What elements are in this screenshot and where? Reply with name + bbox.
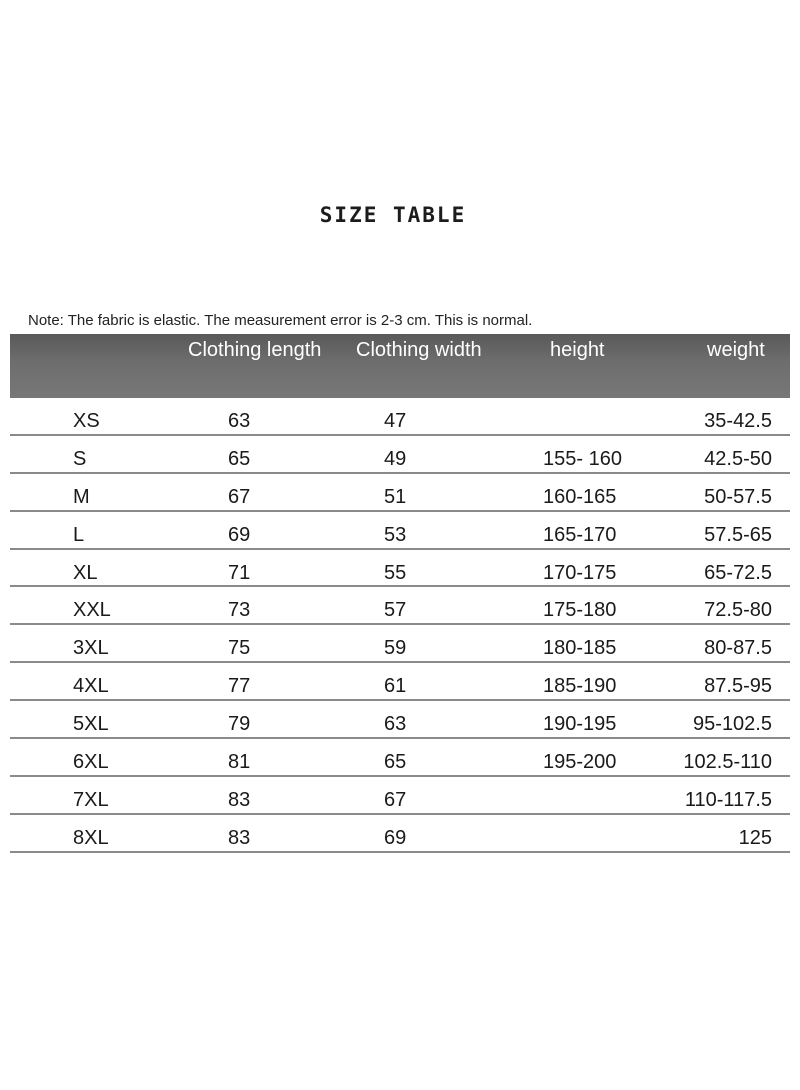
table-row — [10, 663, 790, 701]
weight-cell: 102.5-110 — [683, 751, 772, 774]
width-cell: 55 — [384, 561, 407, 584]
height-cell: 175-180 — [543, 599, 617, 622]
size-cell: 6XL — [73, 751, 109, 774]
weight-cell: 42.5-50 — [704, 447, 772, 470]
header-weight: weight — [707, 339, 765, 361]
weight-cell: 80-87.5 — [704, 637, 772, 660]
length-cell: 63 — [228, 410, 251, 432]
length-cell: 83 — [228, 826, 251, 849]
length-cell: 67 — [228, 485, 251, 508]
header-clothing-width: Clothing width — [356, 339, 482, 361]
size-cell: M — [73, 485, 90, 508]
size-cell: 5XL — [73, 713, 109, 736]
weight-cell: 72.5-80 — [704, 599, 772, 622]
weight-cell: 125 — [738, 826, 772, 849]
height-cell: 155- 160 — [543, 447, 622, 470]
width-cell: 57 — [384, 599, 407, 622]
width-cell: 69 — [384, 826, 407, 849]
length-cell: 81 — [228, 751, 251, 774]
table-row — [10, 474, 790, 512]
table-row — [10, 625, 790, 663]
table-row — [10, 398, 790, 436]
width-cell: 59 — [384, 637, 407, 660]
table-row — [10, 701, 790, 739]
weight-cell: 65-72.5 — [704, 561, 772, 584]
size-cell: 8XL — [73, 826, 109, 849]
size-cell: XL — [73, 561, 98, 584]
length-cell: 73 — [228, 599, 251, 622]
page-title: SIZE TABLE — [319, 203, 467, 227]
size-cell: S — [73, 447, 87, 470]
weight-cell: 87.5-95 — [704, 675, 772, 698]
height-cell: 160-165 — [543, 485, 617, 508]
header-height: height — [550, 339, 605, 361]
length-cell: 79 — [228, 713, 251, 736]
weight-cell: 35-42.5 — [704, 410, 772, 432]
table-row — [10, 815, 790, 853]
width-cell: 63 — [384, 713, 407, 736]
height-cell: 190-195 — [543, 713, 617, 736]
length-cell: 69 — [228, 523, 251, 546]
table-header — [10, 334, 790, 398]
table-row — [10, 512, 790, 550]
width-cell: 65 — [384, 751, 407, 774]
weight-cell: 95-102.5 — [693, 713, 772, 736]
size-cell: 4XL — [73, 675, 109, 698]
header-clothing-length: Clothing length — [188, 339, 322, 361]
height-cell: 165-170 — [543, 523, 617, 546]
length-cell: 83 — [228, 788, 251, 811]
length-cell: 77 — [228, 675, 251, 698]
table-row — [10, 739, 790, 777]
size-cell: XXL — [73, 599, 111, 622]
width-cell: 61 — [384, 675, 407, 698]
height-cell: 185-190 — [543, 675, 617, 698]
size-cell: L — [73, 523, 85, 546]
width-cell: 49 — [384, 447, 407, 470]
fabric-note: Note: The fabric is elastic. The measurement error is 2-3 cm. This is normal. — [28, 312, 533, 329]
table-row — [10, 550, 790, 588]
weight-cell: 57.5-65 — [704, 523, 772, 546]
size-table-body — [10, 398, 790, 853]
height-cell: 195-200 — [543, 751, 617, 774]
size-cell: XS — [73, 410, 100, 432]
weight-cell: 50-57.5 — [704, 485, 772, 508]
height-cell: 180-185 — [543, 637, 617, 660]
table-row — [10, 587, 790, 625]
height-cell: 170-175 — [543, 561, 617, 584]
width-cell: 53 — [384, 523, 407, 546]
size-cell: 3XL — [73, 637, 109, 660]
table-row — [10, 777, 790, 815]
size-cell: 7XL — [73, 788, 109, 811]
table-row — [10, 436, 790, 474]
weight-cell: 110-117.5 — [684, 788, 772, 811]
width-cell: 51 — [384, 485, 407, 508]
width-cell: 47 — [384, 410, 407, 432]
length-cell: 75 — [228, 637, 251, 660]
length-cell: 71 — [228, 561, 251, 584]
width-cell: 67 — [384, 788, 407, 811]
length-cell: 65 — [228, 447, 251, 470]
